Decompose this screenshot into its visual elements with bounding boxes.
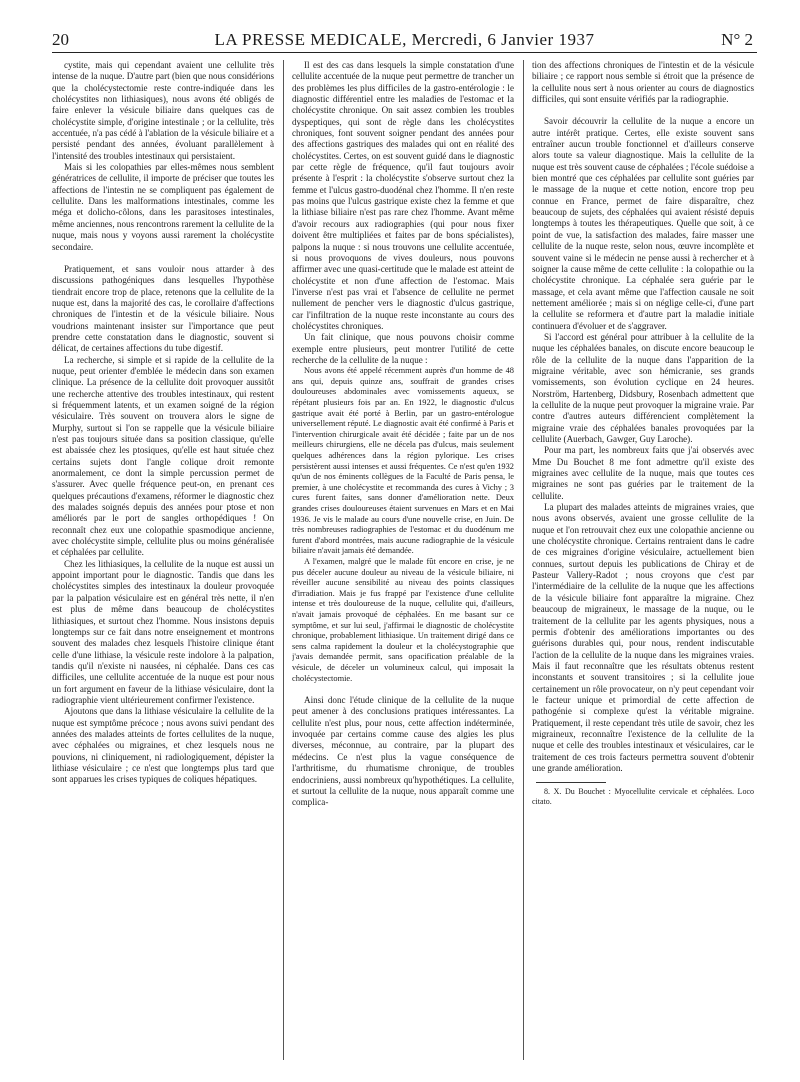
paragraph: Pratiquement, et sans vouloir nous attarder à des discussions pathogéniques dans lesquelles l'hypothèse tiendrait encore trop de place, retenons que la cellulite de la nuque est, dans la majorité des cas, le corollaire d'affections chroniques de l'intestin et de la vésicule biliaire. Nous voudrions maintenant insister sur l'importance que peut prendre cette constatation dans le diagnostic, souvent si délicat, de certaines affections du tube digestif.	[52, 263, 274, 354]
paragraph-gap	[292, 684, 514, 695]
column-divider	[283, 60, 284, 1060]
paragraph: La plupart des malades atteints de migraines vraies, que nous avons observés, avaient une grosse cellulite de la nuque et l'on retrouvait chez eux une colopathie ancienne ou une cholécystite chronique. Certains rentraient dans le cadre de ces migraines d'origine vésiculaire, actuellement bien connues, surtout depuis les publications de Chiray et de Pasteur Vallery-Radot ; nous croyons que c'est par l'intermédiaire de la cellulite de la nuque que les affections de la vésicule biliaire font apparaître la migraine. Chez beaucoup de migraineux, le massage de la nuque, ou le traitement de la cellulite par les agents physiques, nous a permis d'obtenir des améliorations importantes ou des guérisons durables qui, pour nous, rendent indiscutable l'action de la cellulite de la nuque dans les migraines vraies. Mais il faut reconnaître que les résultats obtenus restent inconstants et souvent transitoires ; si la cellulite joue certainement un rôle provocateur, on n'y peut cependant voir le facteur unique et primordial de cette affection de pathogénie si complexe qu'est la véritable migraine. Pratiquement, il reste cependant très utile de savoir, chez les migraineux, reconnaître l'existence de la cellulite de la nuque et celle des troubles intestinaux et vésiculaires, car le traitement de ces trois facteurs permettra souvent d'obtenir une grande amélioration.	[532, 502, 754, 773]
page-header	[52, 30, 757, 53]
column-divider	[523, 60, 524, 1060]
paragraph: Il est des cas dans lesquels la simple constatation d'une cellulite accentuée de la nuque peut permettre de trancher un des problèmes les plus difficiles de la gastro-entérologie : le diagnostic différentiel entre les maladies de l'estomac et la cholécystite chronique. On sait assez combien les troubles dyspeptiques, qui sont de règle dans les cholécystites chroniques, font souvent soigner pendant des années pour des affections gastriques des malades qui ont en réalité des cholécystites. Certes, on est souvent guidé dans le diagnostic par cette règle de fréquence, qu'il faut toujours avoir présente à l'esprit : la cholécystite s'observe surtout chez la femme et l'ulcus gastro-duodénal chez l'homme. Il n'en reste pas moins que l'ulcus gastrique existe chez la femme et que la lithiase biliaire n'est pas rare chez l'homme. Avant même d'avoir recours aux radiographies (qui pour nous fixer doivent être multipliées et faites par de bons spécialistes), palpons la nuque : si nous trouvons une cellulite accentuée, si nous provoquons de vives douleurs, nous pouvons affirmer avec une quasi-certitude que le malade est atteint de cholécystite et non d'une affection de l'estomac. Mais l'inverse n'est pas vrai et l'absence de cellulite ne permet nullement de pencher vers le diagnostic d'ulcus gastrique, car l'infiltration de la nuque reste inconstante au cours des cholécystites chroniques.	[292, 60, 514, 331]
issue-number: N° 2	[721, 30, 753, 49]
paragraph: Ajoutons que dans la lithiase vésiculaire la cellulite de la nuque est symptôme précoce ; nous avons suivi pendant des années des malades atteints de fortes cellulites de la nuque, avec céphalées ou migraines, et chez lesquels nous ne pouvions, ni cliniquement, ni radiologiquement, dépister la lithiase vésiculaire ; ce n'est que longtemps plus tard que sont apparues les crises typiques de coliques hépatiques.	[52, 706, 274, 785]
footnote-rule	[536, 782, 606, 783]
paragraph: La recherche, si simple et si rapide de la cellulite de la nuque, peut orienter d'emblée le médecin dans son examen clinique. La présence de la cellulite doit provoquer aussitôt une recherche attentive des troubles intestinaux, qui restent si fréquemment latents, et un examen soigné de la région vésiculaire. Très souvent on trouvera alors le signe de Murphy, surtout si l'on se rappelle que la vésicule biliaire n'est pas toujours située dans sa position classique, qu'elle est abaissée chez les ptosiques, qu'elle est haut située chez certains sujets dont l'angle colique droit remonte anormalement, ce dont la simple percussion permet de s'assurer. Avec quelle fréquence peut-on, en prenant ces quelques précautions d'examens, réformer le diagnostic chez des malades soignés depuis des années pour ptose et non améliorés par le port de sangles orthopédiques ! On reconnaît chez eux une colopathie spasmodique ancienne, avec cholécystite simple, cellulite plus ou moins généralisée et céphalées par cellulite.	[52, 354, 274, 558]
newspaper-page	[52, 30, 757, 1070]
column-2	[292, 60, 514, 1070]
paragraph: Chez les lithiasiques, la cellulite de la nuque est aussi un appoint important pour le diagnostic. Tandis que dans les cholécystites simples des intestinaux la douleur provoquée par la palpation vésiculaire est en général très nette, il n'en est plus de même dans beaucoup de cholécystites lithiasiques, et surtout chez l'homme. Nous insistons depuis longtemps sur ce fait dans notre enseignement et montrons souvent des malades chez lesquels l'histoire clinique étant celle d'une lithiase, la vésicule reste indolore à la palpation, tandis qu'il n'existe ni nausées, ni céphalée. Dans ces cas difficiles, une cellulite accentuée de la nuque est pour nous un fort argument en faveur de la lithiase vésiculaire, dont la radiographie vient ultérieurement confirmer l'existence.	[52, 558, 274, 705]
paragraph: Nous avons été appelé récemment auprès d'un homme de 48 ans qui, depuis quinze ans, souffrait de grandes crises douloureuses abdominales avec vomissements aqueux, se répétant plusieurs fois par an. En 1922, le diagnostic d'ulcus gastrique avait été porté à Berlin, par un gastro-entérologue universellement réputé. Le diagnostic avait été confirmé à Paris et l'intervention chirurgicale avait été décidée ; faite par un de nos meilleurs chirurgiens, elle ne décela pas d'ulcus, mais seulement quelques adhérences dans la région pylorique. Les crises persistèrent aussi intenses et aussi fréquentes. Ce n'est qu'en 1932 qu'un de nos éminents collègues de la Faculté de Paris pensa, le premier, à une cholécystite et recommanda des cures à Vichy ; 3 cures furent faites, sans donner d'amélioration nette. Deux grandes crises douloureuses étaient survenues en Mars et en Mai 1936. Je vis le malade au cours d'une nouvelle crise, en Juin. De très nombreuses radiographies de l'estomac et du duodénum me furent d'abord montrées, mais aucune radiographie de la vésicule biliaire n'avait jamais été demandée.	[292, 366, 514, 556]
column-3	[532, 60, 754, 1070]
journal-title: LA PRESSE MEDICALE, Mercredi, 6 Janvier 1937	[214, 30, 595, 49]
paragraph: Un fait clinique, que nous pouvons choisir comme exemple entre plusieurs, peut montrer l'utilité de cette recherche de la cellulite de la nuque :	[292, 332, 514, 365]
paragraph: tion des affections chroniques de l'intestin et de la vésicule biliaire ; ce rapport nous semble si étroit que la présence de la cellulite nous sert à nous orienter au cours de diagnostics difficiles, qui sont ensuite vérifiés par la radiographie.	[532, 60, 754, 105]
paragraph: Savoir découvrir la cellulite de la nuque a encore un autre intérêt pratique. Certes, elle existe souvent sans entraîner aucun trouble fonctionnel et d'ailleurs conserve alors toute sa valeur diagnostique. Mais la cellulite de la nuque est très souvent cause de céphalées ; l'école suédoise a bien montré que ces céphalées par cellulite sont guéries par le massage de la nuque et cette notion, encore trop peu connue en France, permet de faire disparaître, chez beaucoup de sujets, des céphalées qui avaient résisté depuis longtemps à toutes les thérapeutiques. Quelle que soit, à ce point de vue, la satisfaction des malades, faire masser une cellulite de la nuque reste, selon nous, œuvre incomplète et souvent vaine si le médecin ne pense aussi à rechercher et à soigner la cause même de cette cellulite : la colopathie ou la cholécystite chronique. La céphalée sera guérie par le massage, et cela avant même que l'affection causale ne soit nettement améliorée ; mais si on néglige celle-ci, d'une part la cellulite se reformera et d'autre part la maladie initiale continuera d'évoluer et de s'aggraver.	[532, 116, 754, 331]
paragraph: cystite, mais qui cependant avaient une cellulite très intense de la nuque. D'autre part (bien que nous considérions que la cholécystectomie reste contre-indiquée dans les cholécystites non lithiasiques), nous avons été obligés de faire enlever la vésicule biliaire dans quelques cas de cholécystite simple, d'origine intestinale ; or la cellulite, très accentuée, n'a pas cédé à l'ablation de la vésicule biliaire et a persisté pendant des années, évoluant parallèlement à l'intensité des troubles intestinaux qui persistaient.	[52, 60, 274, 161]
footnote: 8. X. Du Bouchet : Myocellulite cervicale et céphalées. Loco citato.	[532, 787, 754, 807]
paragraph: Mais si les colopathies par elles-mêmes nous semblent génératrices de cellulite, il importe de préciser que toutes les affections de l'intestin ne se compliquent pas également de cellulite. Dans les malformations intestinales, comme les méga et dolicho-côlons, dans les parasitoses intestinales, même anciennes, nous rencontrons rarement la cellulite de la nuque, mais nous y voyons aussi rarement la cholécystite secondaire.	[52, 162, 274, 252]
column-1	[52, 60, 274, 1070]
page-number: 20	[52, 30, 69, 49]
paragraph: Pour ma part, les nombreux faits que j'ai observés avec Mme Du Bouchet 8 me font admettre qu'il existe des migraines avec cellulite de la nuque, mais que toutes ces migraines ne sont pas guéries par le traitement de la cellulite.	[532, 445, 754, 501]
paragraph: Ainsi donc l'étude clinique de la cellulite de la nuque peut amener à des conclusions pratiques intéressantes. La cellulite n'est plus, pour nous, cette affection indéterminée, invoquée par certains comme cause des algies les plus diverses, méconnue, au contraire, par la plupart des médecins. Ce n'est plus la vague conséquence de l'arthritisme, du rhumatisme chronique, de troubles endocriniens, aussi nombreux qu'hypothétiques. La cellulite, et surtout la cellulite de la nuque, nous apparaît comme une complica-	[292, 695, 514, 808]
paragraph-gap	[52, 253, 274, 264]
paragraph-gap	[532, 105, 754, 116]
paragraph: Si l'accord est général pour attribuer à la cellulite de la nuque les céphalées banales, on discute encore beaucoup le rôle de la cellulite de la nuque dans l'apparition de la migraine véritable, avec son hémicranie, ses grands vomissements, son évolution cyclique en 24 heures. Norström, Hartenberg, Didsbury, Rosenbach admettent que la cellulite de la nuque peut provoquer la migraine vraie. Par contre d'autres auteurs différencient complètement la migraine vraie des céphalées banales provoquées par la cellulite (Auerbach, Gawger, Guy Laroche).	[532, 331, 754, 444]
paragraph: A l'examen, malgré que le malade fût encore en crise, je ne pus déceler aucune douleur au niveau de la vésicule biliaire, ni réveiller aucune sensibilité au niveau des points classiques d'irradiation. Mais je fus frappé par l'existence d'une cellulite intense et très douloureuse de la nuque, cellulite qui, d'ailleurs, n'avait jamais provoqué de céphalées. En me basant sur ce symptôme, et sur lui seul, j'affirmai le diagnostic de cholécystite chronique, probablement lithiasique. Un traitement dirigé dans ce sens calma rapidement la douleur et la cholécystographie que j'avais demandée permit, sans opacification préalable de la vésicule, de déceler un volumineux calcul, qui imposait la cholécystectomie.	[292, 556, 514, 683]
